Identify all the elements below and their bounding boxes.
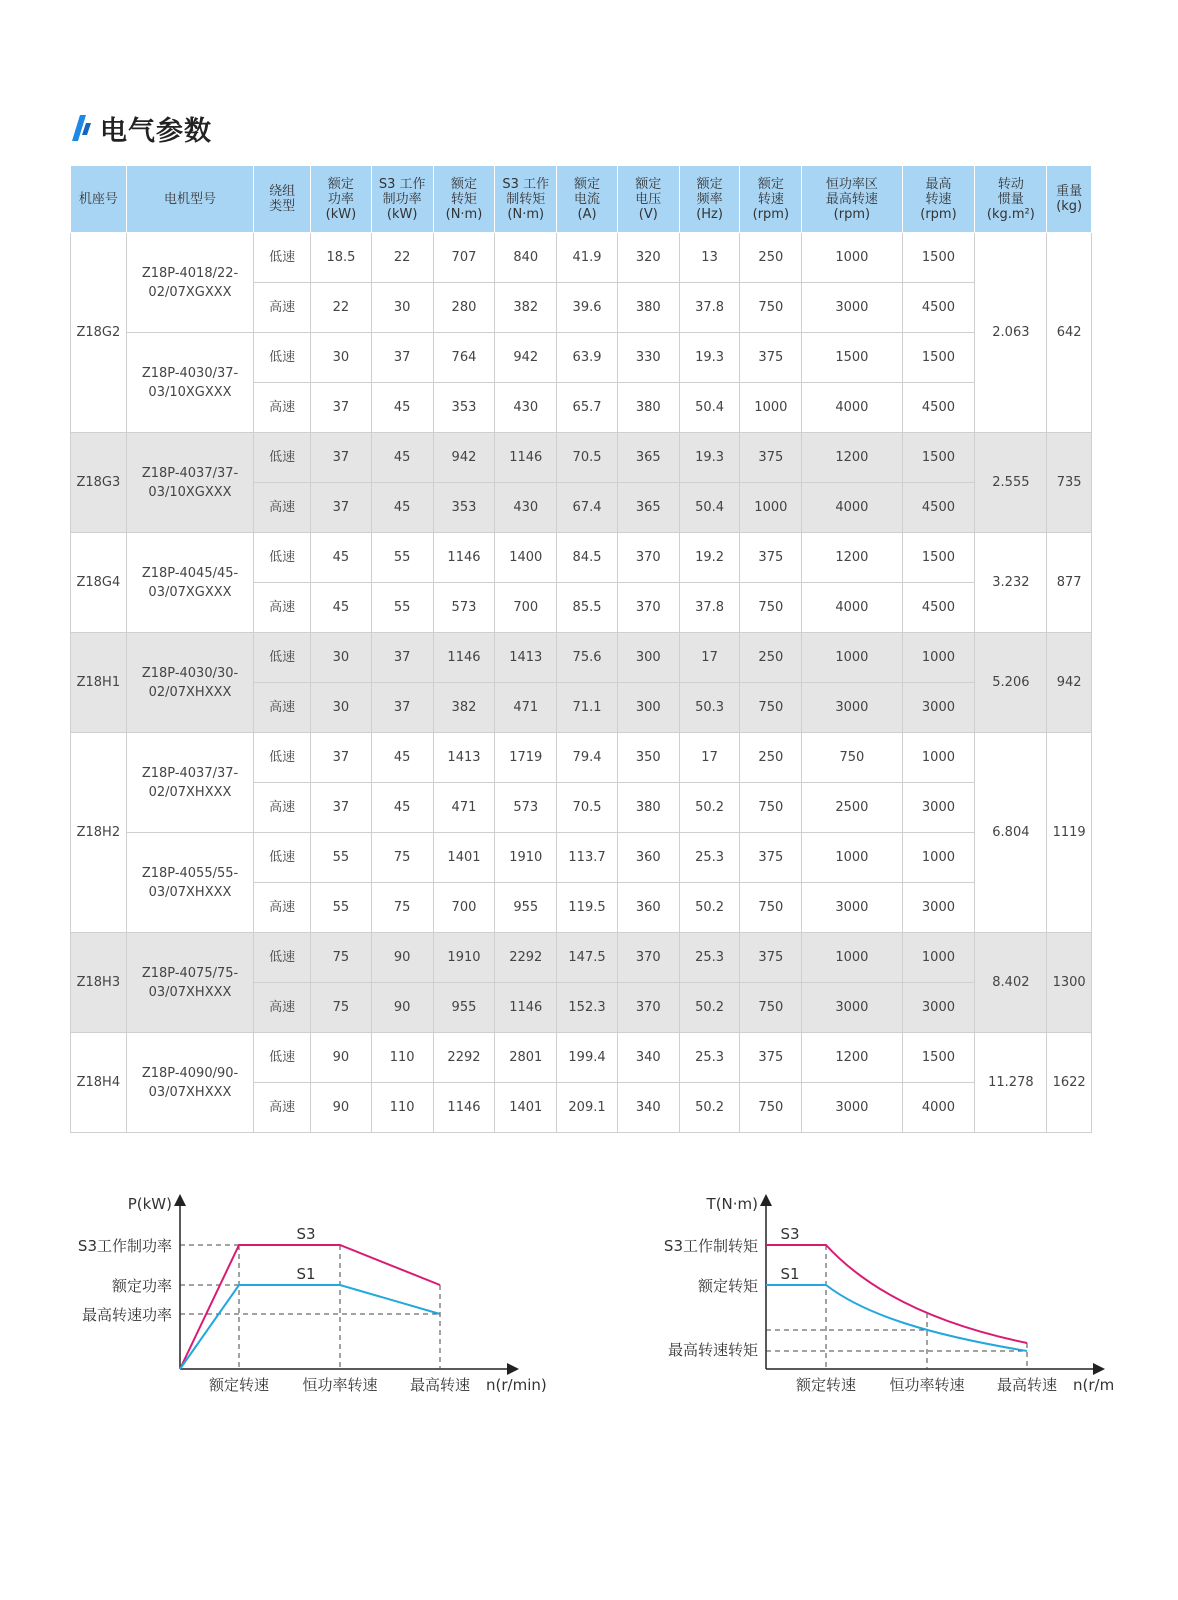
- value-cell: 1910: [433, 933, 495, 983]
- value-cell: 750: [740, 983, 802, 1033]
- value-cell: 2292: [433, 1033, 495, 1083]
- column-header: 额定 电压 (V): [617, 166, 679, 233]
- value-cell: 25.3: [679, 933, 740, 983]
- power-series-s3-label: S3: [296, 1225, 316, 1243]
- power-guide-lines: [180, 1245, 440, 1369]
- value-cell: 4000: [902, 1083, 975, 1133]
- column-header: 绕组 类型: [254, 166, 311, 233]
- value-cell: 25.3: [679, 833, 740, 883]
- value-cell: 84.5: [557, 533, 618, 583]
- weight-cell: 1622: [1047, 1033, 1092, 1133]
- value-cell: 1500: [902, 433, 975, 483]
- value-cell: 1146: [433, 633, 495, 683]
- power-s3-line: [180, 1245, 440, 1369]
- winding-cell: 低速: [254, 1033, 311, 1083]
- value-cell: 250: [740, 633, 802, 683]
- value-cell: 45: [311, 583, 372, 633]
- section-title: [70, 108, 212, 148]
- table-row: [71, 933, 1092, 983]
- power-x-tick-const: 恒功率转速: [302, 1376, 378, 1394]
- value-cell: 1200: [802, 533, 902, 583]
- value-cell: 50.4: [679, 383, 740, 433]
- value-cell: 4500: [902, 483, 975, 533]
- winding-cell: 高速: [254, 583, 311, 633]
- frame-cell: Z18G3: [71, 433, 127, 533]
- model-cell: Z18P-4090/90- 03/07XHXXX: [126, 1033, 254, 1133]
- page-title: 电气参数: [100, 115, 212, 147]
- value-cell: 1401: [433, 833, 495, 883]
- torque-y-tick-max: 最高转速转矩: [667, 1341, 758, 1359]
- value-cell: 1200: [802, 1033, 902, 1083]
- torque-y-axis-label: T(N·m): [706, 1195, 758, 1213]
- model-cell: Z18P-4037/37- 02/07XHXXX: [126, 733, 254, 833]
- torque-x-axis-label: n(r/m: [1073, 1376, 1115, 1394]
- winding-cell: 高速: [254, 883, 311, 933]
- value-cell: 30: [371, 283, 433, 333]
- value-cell: 750: [740, 683, 802, 733]
- model-cell: Z18P-4055/55- 03/07XHXXX: [126, 833, 254, 933]
- value-cell: 90: [311, 1083, 372, 1133]
- value-cell: 3000: [902, 683, 975, 733]
- value-cell: 152.3: [557, 983, 618, 1033]
- value-cell: 70.5: [557, 783, 618, 833]
- value-cell: 1500: [802, 333, 902, 383]
- value-cell: 1000: [802, 233, 902, 283]
- value-cell: 360: [617, 883, 679, 933]
- value-cell: 750: [740, 583, 802, 633]
- value-cell: 700: [495, 583, 557, 633]
- value-cell: 50.2: [679, 1083, 740, 1133]
- torque-y-tick-s3: S3工作制转矩: [663, 1237, 758, 1255]
- value-cell: 3000: [902, 983, 975, 1033]
- column-header: 最高 转速 (rpm): [902, 166, 975, 233]
- value-cell: 70.5: [557, 433, 618, 483]
- frame-cell: Z18H2: [71, 733, 127, 933]
- power-s1-line: [180, 1285, 440, 1369]
- value-cell: 17: [679, 633, 740, 683]
- column-header: 额定 转矩 (N·m): [433, 166, 495, 233]
- value-cell: 90: [311, 1033, 372, 1083]
- value-cell: 370: [617, 983, 679, 1033]
- value-cell: 375: [740, 1033, 802, 1083]
- torque-x-tick-max: 最高转速: [996, 1376, 1058, 1394]
- value-cell: 750: [802, 733, 902, 783]
- value-cell: 380: [617, 383, 679, 433]
- value-cell: 30: [311, 633, 372, 683]
- model-cell: Z18P-4018/22- 02/07XGXXX: [126, 233, 254, 333]
- inertia-cell: 6.804: [975, 733, 1047, 933]
- frame-cell: Z18H4: [71, 1033, 127, 1133]
- value-cell: 75: [311, 933, 372, 983]
- power-y-tick-max: 最高转速功率: [81, 1306, 172, 1324]
- value-cell: 430: [495, 383, 557, 433]
- value-cell: 2500: [802, 783, 902, 833]
- value-cell: 50.2: [679, 883, 740, 933]
- value-cell: 1500: [902, 333, 975, 383]
- value-cell: 1413: [495, 633, 557, 683]
- value-cell: 370: [617, 583, 679, 633]
- value-cell: 37: [311, 783, 372, 833]
- power-x-tick-rated: 额定转速: [208, 1376, 270, 1394]
- value-cell: 1146: [495, 433, 557, 483]
- value-cell: 764: [433, 333, 495, 383]
- value-cell: 3000: [802, 983, 902, 1033]
- winding-cell: 低速: [254, 233, 311, 283]
- winding-cell: 高速: [254, 283, 311, 333]
- value-cell: 340: [617, 1033, 679, 1083]
- table-row: [71, 1033, 1092, 1083]
- value-cell: 37: [311, 483, 372, 533]
- table-row: [71, 533, 1092, 583]
- value-cell: 45: [371, 433, 433, 483]
- frame-cell: Z18H3: [71, 933, 127, 1033]
- value-cell: 353: [433, 383, 495, 433]
- table-row: [71, 233, 1092, 283]
- value-cell: 113.7: [557, 833, 618, 883]
- value-cell: 300: [617, 683, 679, 733]
- value-cell: 375: [740, 533, 802, 583]
- value-cell: 1000: [902, 933, 975, 983]
- value-cell: 320: [617, 233, 679, 283]
- value-cell: 63.9: [557, 333, 618, 383]
- winding-cell: 高速: [254, 983, 311, 1033]
- value-cell: 110: [371, 1033, 433, 1083]
- frame-cell: Z18G2: [71, 233, 127, 433]
- weight-cell: 942: [1047, 633, 1092, 733]
- value-cell: 1000: [740, 383, 802, 433]
- value-cell: 382: [495, 283, 557, 333]
- table-row: [71, 333, 1092, 383]
- frame-cell: Z18G4: [71, 533, 127, 633]
- electrical-parameters-table: [70, 165, 1092, 1133]
- weight-cell: 735: [1047, 433, 1092, 533]
- value-cell: 45: [311, 533, 372, 583]
- value-cell: 750: [740, 1083, 802, 1133]
- power-x-axis-label: n(r/min): [486, 1376, 547, 1394]
- value-cell: 17: [679, 733, 740, 783]
- value-cell: 37: [311, 383, 372, 433]
- power-y-axis-label: P(kW): [127, 1195, 172, 1213]
- value-cell: 3000: [802, 883, 902, 933]
- table-row: [71, 633, 1092, 683]
- table-row: [71, 433, 1092, 483]
- value-cell: 1500: [902, 233, 975, 283]
- value-cell: 375: [740, 833, 802, 883]
- power-series-s1-label: S1: [296, 1265, 316, 1283]
- value-cell: 67.4: [557, 483, 618, 533]
- value-cell: 1400: [495, 533, 557, 583]
- power-y-tick-rated: 额定功率: [111, 1277, 172, 1295]
- value-cell: 750: [740, 883, 802, 933]
- value-cell: 19.3: [679, 433, 740, 483]
- column-header: 机座号: [71, 166, 127, 233]
- value-cell: 45: [371, 783, 433, 833]
- value-cell: 50.2: [679, 783, 740, 833]
- value-cell: 1000: [902, 633, 975, 683]
- column-header: 额定 转速 (rpm): [740, 166, 802, 233]
- value-cell: 573: [495, 783, 557, 833]
- column-header: 电机型号: [126, 166, 254, 233]
- winding-cell: 高速: [254, 483, 311, 533]
- value-cell: 1000: [902, 733, 975, 783]
- table-header-row: [71, 166, 1092, 233]
- winding-cell: 低速: [254, 433, 311, 483]
- weight-cell: 642: [1047, 233, 1092, 433]
- value-cell: 573: [433, 583, 495, 633]
- inertia-cell: 8.402: [975, 933, 1047, 1033]
- value-cell: 340: [617, 1083, 679, 1133]
- value-cell: 360: [617, 833, 679, 883]
- value-cell: 50.2: [679, 983, 740, 1033]
- value-cell: 3000: [802, 1083, 902, 1133]
- value-cell: 707: [433, 233, 495, 283]
- value-cell: 19.2: [679, 533, 740, 583]
- value-cell: 30: [311, 333, 372, 383]
- value-cell: 1000: [802, 933, 902, 983]
- value-cell: 1000: [802, 633, 902, 683]
- power-y-tick-s3: S3工作制功率: [77, 1237, 172, 1255]
- winding-cell: 高速: [254, 383, 311, 433]
- value-cell: 1000: [740, 483, 802, 533]
- value-cell: 353: [433, 483, 495, 533]
- value-cell: 85.5: [557, 583, 618, 633]
- value-cell: 71.1: [557, 683, 618, 733]
- value-cell: 250: [740, 733, 802, 783]
- value-cell: 250: [740, 233, 802, 283]
- value-cell: 37: [371, 333, 433, 383]
- value-cell: 37: [371, 683, 433, 733]
- winding-cell: 低速: [254, 633, 311, 683]
- value-cell: 350: [617, 733, 679, 783]
- value-cell: 382: [433, 683, 495, 733]
- value-cell: 37: [311, 733, 372, 783]
- value-cell: 471: [433, 783, 495, 833]
- value-cell: 1000: [902, 833, 975, 883]
- value-cell: 4000: [802, 383, 902, 433]
- value-cell: 380: [617, 283, 679, 333]
- frame-cell: Z18H1: [71, 633, 127, 733]
- inertia-cell: 2.063: [975, 233, 1047, 433]
- inertia-cell: 3.232: [975, 533, 1047, 633]
- power-x-tick-max: 最高转速: [409, 1376, 471, 1394]
- column-header: 转动 惯量 (kg.m²): [975, 166, 1047, 233]
- value-cell: 955: [495, 883, 557, 933]
- value-cell: 37.8: [679, 283, 740, 333]
- winding-cell: 高速: [254, 683, 311, 733]
- value-cell: 375: [740, 333, 802, 383]
- value-cell: 22: [311, 283, 372, 333]
- inertia-cell: 2.555: [975, 433, 1047, 533]
- value-cell: 13: [679, 233, 740, 283]
- value-cell: 55: [371, 583, 433, 633]
- winding-cell: 低速: [254, 533, 311, 583]
- value-cell: 1200: [802, 433, 902, 483]
- value-cell: 3000: [902, 883, 975, 933]
- value-cell: 955: [433, 983, 495, 1033]
- value-cell: 370: [617, 933, 679, 983]
- winding-cell: 高速: [254, 783, 311, 833]
- value-cell: 45: [371, 483, 433, 533]
- column-header: 额定 频率 (Hz): [679, 166, 740, 233]
- column-header: S3 工作 制功率 (kW): [371, 166, 433, 233]
- value-cell: 365: [617, 483, 679, 533]
- torque-s1-curve: [766, 1285, 1027, 1351]
- torque-x-tick-rated: 额定转速: [795, 1376, 857, 1394]
- torque-s3-curve: [766, 1245, 1027, 1343]
- value-cell: 330: [617, 333, 679, 383]
- value-cell: 4000: [802, 583, 902, 633]
- value-cell: 1500: [902, 1033, 975, 1083]
- value-cell: 18.5: [311, 233, 372, 283]
- table-row: [71, 733, 1092, 783]
- torque-guide-lines: [766, 1245, 1027, 1369]
- value-cell: 1413: [433, 733, 495, 783]
- torque-series-s3-label: S3: [780, 1225, 800, 1243]
- torque-speed-chart: [640, 1185, 1115, 1405]
- value-cell: 3000: [802, 683, 902, 733]
- winding-cell: 低速: [254, 833, 311, 883]
- power-speed-chart: [60, 1185, 560, 1405]
- value-cell: 37.8: [679, 583, 740, 633]
- value-cell: 37: [311, 433, 372, 483]
- value-cell: 30: [311, 683, 372, 733]
- column-header: 额定 功率 (kW): [311, 166, 372, 233]
- value-cell: 3000: [802, 283, 902, 333]
- value-cell: 750: [740, 283, 802, 333]
- model-cell: Z18P-4037/37- 03/10XGXXX: [126, 433, 254, 533]
- value-cell: 1500: [902, 533, 975, 583]
- value-cell: 2801: [495, 1033, 557, 1083]
- value-cell: 199.4: [557, 1033, 618, 1083]
- column-header: S3 工作 制转矩 (N·m): [495, 166, 557, 233]
- value-cell: 50.3: [679, 683, 740, 733]
- table-row: [71, 833, 1092, 883]
- value-cell: 375: [740, 433, 802, 483]
- column-header: 额定 电流 (A): [557, 166, 618, 233]
- value-cell: 45: [371, 733, 433, 783]
- torque-series-s1-label: S1: [780, 1265, 800, 1283]
- value-cell: 79.4: [557, 733, 618, 783]
- value-cell: 119.5: [557, 883, 618, 933]
- value-cell: 300: [617, 633, 679, 683]
- model-cell: Z18P-4075/75- 03/07XHXXX: [126, 933, 254, 1033]
- value-cell: 1146: [433, 533, 495, 583]
- value-cell: 375: [740, 933, 802, 983]
- value-cell: 90: [371, 983, 433, 1033]
- value-cell: 75.6: [557, 633, 618, 683]
- winding-cell: 低速: [254, 733, 311, 783]
- value-cell: 110: [371, 1083, 433, 1133]
- value-cell: 1146: [495, 983, 557, 1033]
- value-cell: 19.3: [679, 333, 740, 383]
- value-cell: 1910: [495, 833, 557, 883]
- value-cell: 942: [495, 333, 557, 383]
- value-cell: 4500: [902, 283, 975, 333]
- value-cell: 370: [617, 533, 679, 583]
- value-cell: 75: [311, 983, 372, 1033]
- model-cell: Z18P-4030/30- 02/07XHXXX: [126, 633, 254, 733]
- value-cell: 55: [371, 533, 433, 583]
- inertia-cell: 11.278: [975, 1033, 1047, 1133]
- value-cell: 55: [311, 883, 372, 933]
- value-cell: 1401: [495, 1083, 557, 1133]
- value-cell: 2292: [495, 933, 557, 983]
- value-cell: 45: [371, 383, 433, 433]
- value-cell: 4000: [802, 483, 902, 533]
- column-header: 重量 (kg): [1047, 166, 1092, 233]
- value-cell: 22: [371, 233, 433, 283]
- inertia-cell: 5.206: [975, 633, 1047, 733]
- value-cell: 39.6: [557, 283, 618, 333]
- value-cell: 75: [371, 883, 433, 933]
- model-cell: Z18P-4045/45- 03/07XGXXX: [126, 533, 254, 633]
- value-cell: 1146: [433, 1083, 495, 1133]
- value-cell: 147.5: [557, 933, 618, 983]
- value-cell: 1719: [495, 733, 557, 783]
- value-cell: 840: [495, 233, 557, 283]
- value-cell: 3000: [902, 783, 975, 833]
- torque-y-tick-rated: 额定转矩: [697, 1277, 758, 1295]
- value-cell: 50.4: [679, 483, 740, 533]
- value-cell: 75: [371, 833, 433, 883]
- value-cell: 280: [433, 283, 495, 333]
- value-cell: 55: [311, 833, 372, 883]
- value-cell: 1000: [802, 833, 902, 883]
- value-cell: 41.9: [557, 233, 618, 283]
- value-cell: 471: [495, 683, 557, 733]
- column-header: 恒功率区 最高转速 (rpm): [802, 166, 902, 233]
- value-cell: 700: [433, 883, 495, 933]
- weight-cell: 877: [1047, 533, 1092, 633]
- weight-cell: 1119: [1047, 733, 1092, 933]
- value-cell: 365: [617, 433, 679, 483]
- weight-cell: 1300: [1047, 933, 1092, 1033]
- value-cell: 942: [433, 433, 495, 483]
- winding-cell: 低速: [254, 333, 311, 383]
- value-cell: 4500: [902, 583, 975, 633]
- value-cell: 65.7: [557, 383, 618, 433]
- value-cell: 750: [740, 783, 802, 833]
- winding-cell: 高速: [254, 1083, 311, 1133]
- value-cell: 430: [495, 483, 557, 533]
- value-cell: 380: [617, 783, 679, 833]
- value-cell: 4500: [902, 383, 975, 433]
- torque-x-tick-const: 恒功率转速: [889, 1376, 965, 1394]
- value-cell: 25.3: [679, 1033, 740, 1083]
- pen-stroke-icon: [70, 113, 92, 143]
- value-cell: 37: [371, 633, 433, 683]
- winding-cell: 低速: [254, 933, 311, 983]
- value-cell: 209.1: [557, 1083, 618, 1133]
- model-cell: Z18P-4030/37- 03/10XGXXX: [126, 333, 254, 433]
- value-cell: 90: [371, 933, 433, 983]
